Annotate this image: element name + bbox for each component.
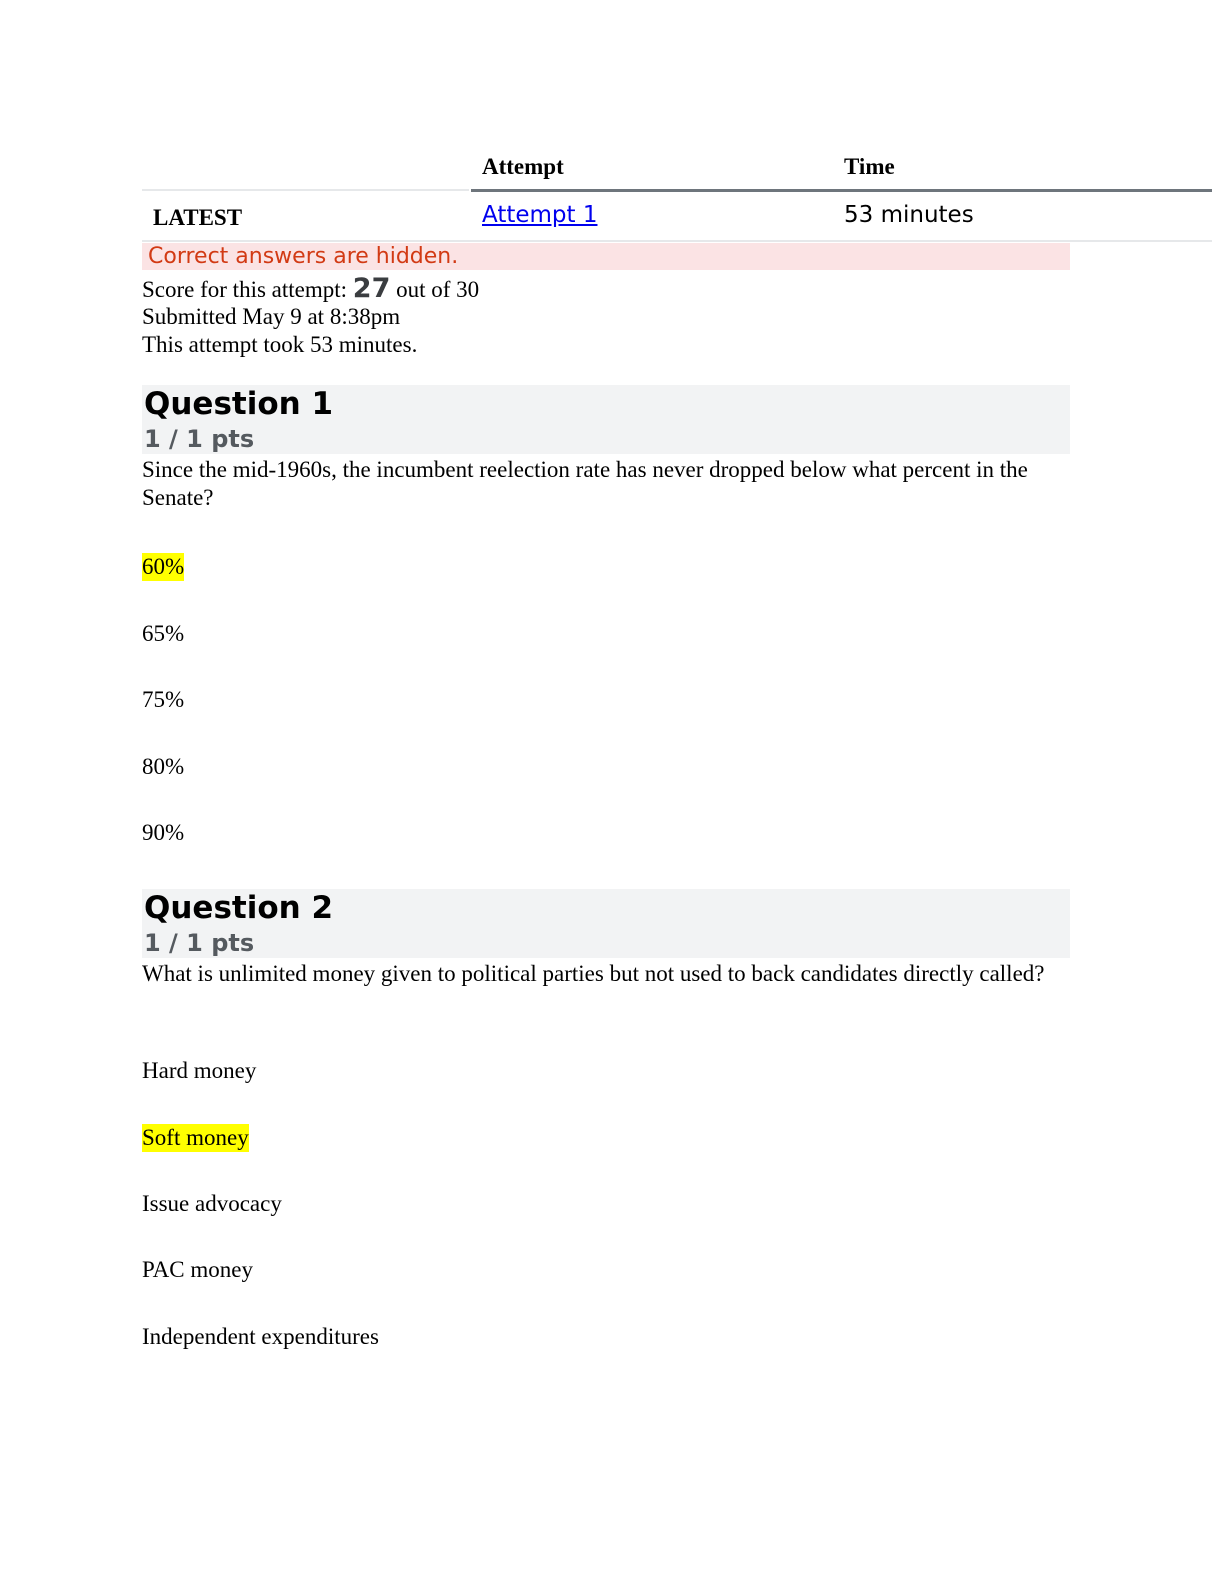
question-1-answer-5[interactable]: 90% xyxy=(142,820,185,845)
header-divider xyxy=(142,189,469,191)
attempt-column-header: Attempt xyxy=(482,154,564,179)
attempt-duration: This attempt took 53 minutes. xyxy=(142,332,418,357)
attempt-time: 53 minutes xyxy=(844,202,974,228)
question-1-answer-4[interactable]: 80% xyxy=(142,754,185,779)
attempt-1-link[interactable]: Attempt 1 xyxy=(482,202,598,228)
question-1-answer-3[interactable]: 75% xyxy=(142,687,185,712)
question-1-points: 1 / 1 pts xyxy=(144,425,255,453)
question-1-header xyxy=(142,385,1070,454)
question-2-answer-3[interactable]: Issue advocacy xyxy=(142,1191,282,1216)
question-2-answer-2[interactable]: Soft money xyxy=(142,1125,249,1150)
row-divider xyxy=(142,240,1212,242)
question-2-answer-1[interactable]: Hard money xyxy=(142,1058,257,1083)
question-2-title: Question 2 xyxy=(144,890,334,926)
submitted-time: Submitted May 9 at 8:38pm xyxy=(142,304,401,329)
question-1-answer-2[interactable]: 65% xyxy=(142,621,185,646)
question-2-header xyxy=(142,889,1070,958)
latest-label: LATEST xyxy=(153,205,243,230)
header-divider-dark xyxy=(471,189,1212,192)
score-value: 27 xyxy=(352,273,391,304)
score-prefix: Score for this attempt: xyxy=(142,277,348,302)
time-column-header: Time xyxy=(844,154,895,179)
question-2-points: 1 / 1 pts xyxy=(144,929,255,957)
question-1-text: Since the mid-1960s, the incumbent reelection rate has never dropped below what percent in the Senate? xyxy=(142,457,1028,510)
correct-answers-hidden-notice xyxy=(142,243,1070,270)
question-2-text: What is unlimited money given to political parties but not used to back candidates directly called? xyxy=(142,961,1045,986)
question-1-answer-1[interactable]: 60% xyxy=(142,554,185,579)
question-2-answer-5[interactable]: Independent expenditures xyxy=(142,1324,379,1349)
question-2-answer-4[interactable]: PAC money xyxy=(142,1257,253,1282)
attempts-table xyxy=(142,150,1212,245)
notice-text: Correct answers are hidden. xyxy=(148,244,459,269)
question-1-title: Question 1 xyxy=(144,386,334,422)
score-suffix: out of 30 xyxy=(396,277,480,302)
score-line xyxy=(142,273,479,304)
